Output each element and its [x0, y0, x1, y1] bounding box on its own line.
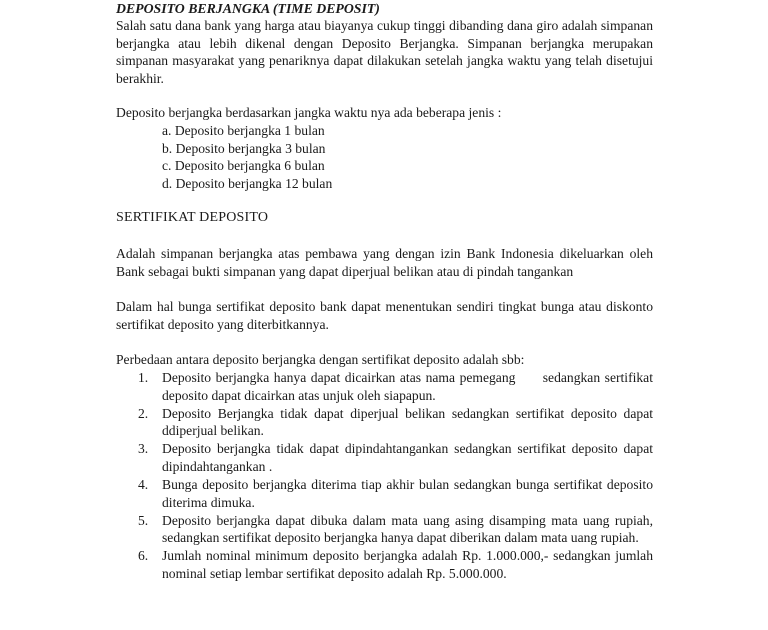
spacer: [116, 280, 653, 298]
section-heading: SERTIFIKAT DEPOSITO: [116, 210, 269, 226]
document-page: [116, 0, 657, 583]
intro-paragraph: Salah satu dana bank yang harga atau biayanya cukup tinggi dibanding dana giro adalah simpanan berjangka atau lebih dikenal dengan Deposito Berjangka. Simpanan berjangka merupakan simpanan masyarakat yang penariknya dapat dilakukan setelah jangka waktu yang telah disetujui berakhir.: [116, 18, 653, 86]
list-text: Deposito Berjangka tidak dapat diperjual belikan sedangkan sertifikat deposito dapat ddiperjual belikan.: [162, 405, 653, 439]
list-text: Deposito berjangka hanya dapat dicairkan atas nama pemegang sedangkan sertifikat deposito dapat dicairkan atas unjuk oleh siapapun.: [162, 369, 657, 403]
list-item: [116, 369, 657, 404]
list-number: 6.: [138, 548, 149, 564]
list-number: 3.: [138, 441, 149, 457]
list-text: Deposito berjangka tidak dapat dipindahtangankan sedangkan sertifikat deposito dapat dipindahtangankan .: [162, 441, 653, 474]
list-item: [116, 512, 653, 547]
document-title: DEPOSITO BERJANGKA (TIME DEPOSIT): [116, 1, 380, 16]
list-number: 4.: [138, 476, 149, 492]
bunga-paragraph: Dalam hal bunga sertifikat deposito bank dapat menentukan sendiri tingkat bunga atau diskonto sertifikat deposito yang diterbitkannya.: [116, 299, 653, 332]
list-item: [116, 547, 653, 582]
list-number: 2.: [138, 405, 149, 421]
differences-list: [116, 369, 657, 583]
list-item: a. Deposito berjangka 1 bulan: [162, 122, 325, 138]
list-item: [116, 405, 653, 440]
list-item: [116, 476, 653, 511]
types-intro: Deposito berjangka berdasarkan jangka waktu nya ada beberapa jenis :: [116, 105, 502, 121]
list-text: Bunga deposito berjangka diterima tiap akhir bulan sedangkan bunga sertifikat deposito diterima dimuka.: [162, 476, 653, 510]
list-item: c. Deposito berjangka 6 bulan: [162, 158, 325, 174]
sertifikat-definition: Adalah simpanan berjangka atas pembawa yang dengan izin Bank Indonesia dikeluarkan oleh Bank sebagai bukti simpanan yang dapat diperjual belikan atau di pindah tangankan: [116, 245, 653, 279]
list-item: [116, 440, 653, 475]
spacer: [116, 192, 653, 209]
spacer: [116, 227, 653, 245]
list-item: d. Deposito berjangka 12 bulan: [162, 175, 333, 191]
differences-intro: Perbedaan antara deposito berjangka dengan sertifikat deposito adalah sbb:: [116, 352, 525, 368]
spacer: [116, 87, 653, 104]
list-item: b. Deposito berjangka 3 bulan: [162, 140, 326, 156]
list-text: Deposito berjangka dapat dibuka dalam mata uang asing disamping mata uang rupiah, sedangkan sertifikat deposito berjangka hanya dapat diberikan dalam mata uang rupiah.: [162, 512, 653, 546]
list-number: 1.: [138, 369, 149, 385]
spacer: [116, 333, 653, 351]
list-text: Jumlah nominal minimum deposito berjangka adalah Rp. 1.000.000,- sedangkan jumlah nominal setiap lembar sertifikat deposito adalah Rp. 5.000.000.: [162, 548, 653, 581]
deposit-types-list: [116, 122, 653, 192]
list-number: 5.: [138, 512, 149, 528]
